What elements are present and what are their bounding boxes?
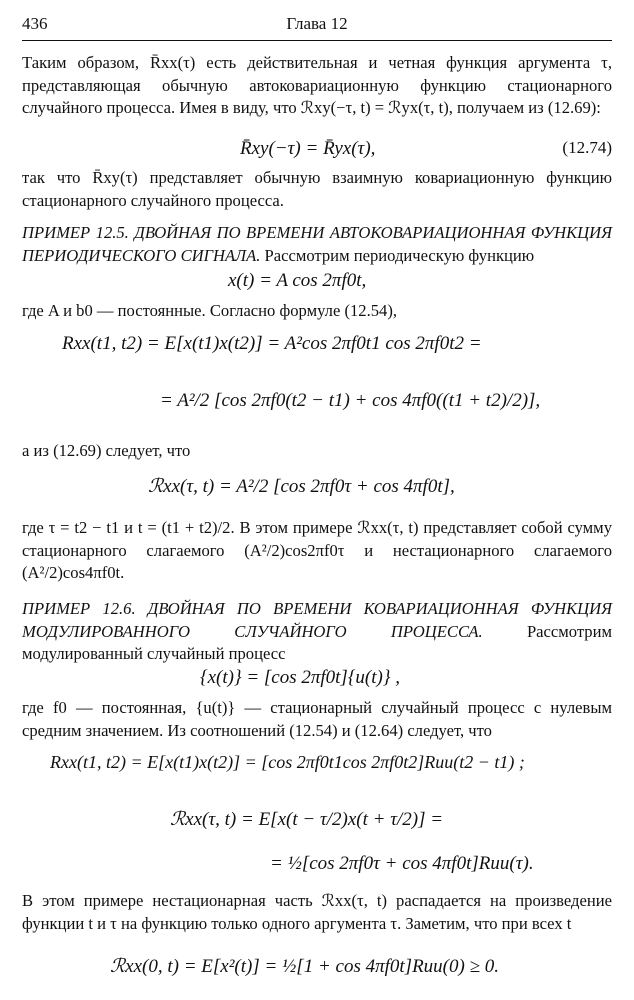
example-12-6-heading [22, 598, 612, 666]
equation-number-12-74: (12.74) [562, 138, 612, 157]
equation-Rcal-at-zero: ℛxx(0, t) = E[x²(t)] = ½[1 + cos 4πf0t]Ruu(0) ≥ 0. [110, 956, 500, 977]
paragraph-stationary-sum: где τ = t2 − t1 и t = (t1 + t2)/2. В этом примере ℛxx(τ, t) представляет собой сумму стационарного слагаемого (A²/2)cos2πf0τ и нестационарного слагаемого (A²/2)cos4πf0t. [22, 518, 612, 582]
chapter-title: Глава 12 [286, 14, 348, 33]
example-12-6-title: ПРИМЕР 12.6. ДВОЙНАЯ ПО ВРЕМЕНИ КОВАРИАЦИОННАЯ ФУНКЦИЯ МОДУЛИРОВАННОГО СЛУЧАЙНОГО ПРОЦЕССА. [22, 599, 612, 641]
header-rule [22, 40, 612, 41]
paragraph-intro: Таким образом, R̄xx(τ) есть действительная и четная функция аргумента τ, представляющая обычную автоковариационную функцию стационарного случайного процесса. Имея в виду, что ℛxy(−τ, t) = ℛyx(τ, t), получаем из (12.69): [22, 53, 612, 117]
paragraph-cross-covariance: так что R̄xy(τ) представляет обычную взаимную ковариационную функцию стационарного случайного процесса. [22, 168, 612, 210]
example-12-6-intro: Рассмотрим модулированный случайный процесс [22, 621, 612, 663]
example-12-5-title: ПРИМЕР 12.5. ДВОЙНАЯ ПО ВРЕМЕНИ АВТОКОВАРИАЦИОННАЯ ФУНКЦИЯ ПЕРИОДИЧЕСКОГО СИГНАЛА. [22, 223, 612, 265]
equation-Rcal-modulated-line2: = ½[cos 2πf0τ + cos 4πf0t]Ruu(τ). [270, 853, 534, 874]
paragraph-nonstationary-part: В этом примере нестационарная часть ℛxx(τ, t) распадается на произведение функции t и τ на функцию только одного аргумента τ. Заметим, что при всех t [22, 891, 612, 933]
equation-12-74: R̄xy(−τ) = R̄yx(τ), [240, 138, 376, 159]
equation-x-periodic: x(t) = A cos 2πf0t, [228, 270, 367, 291]
running-header [22, 14, 612, 36]
equation-Rcal-periodic: ℛxx(τ, t) = A²/2 [cos 2πf0τ + cos 4πf0t], [148, 476, 455, 497]
example-12-5-heading [22, 222, 612, 267]
equation-Rxx-line2: = A²/2 [cos 2πf0(t2 − t1) + cos 4πf0((t1 + t2)/2)], [160, 390, 541, 411]
paragraph-follows: а из (12.69) следует, что [22, 441, 191, 460]
equation-Rxx-line1: Rxx(t1, t2) = E[x(t1)x(t2)] = A²cos 2πf0t1 cos 2πf0t2 = [62, 333, 482, 354]
equation-Rxx-modulated: Rxx(t1, t2) = E[x(t1)x(t2)] = [cos 2πf0t1cos 2πf0t2]Ruu(t2 − t1) ; [50, 752, 525, 772]
example-12-5-intro: Рассмотрим периодическую функцию [264, 245, 535, 265]
equation-modulated-process: {x(t)} = [cos 2πf0t]{u(t)} , [200, 667, 400, 688]
page-number: 436 [22, 14, 48, 33]
equation-Rcal-modulated-line1: ℛxx(τ, t) = E[x(t − τ/2)x(t + τ/2)] = [170, 809, 444, 830]
paragraph-zero-mean: где f0 — постоянная, {u(t)} — стационарный случайный процесс с нулевым средним значением. Из соотношений (12.54) и (12.64) следует, что [22, 698, 612, 740]
paragraph-constants: где A и b0 — постоянные. Согласно формуле (12.54), [22, 301, 397, 320]
